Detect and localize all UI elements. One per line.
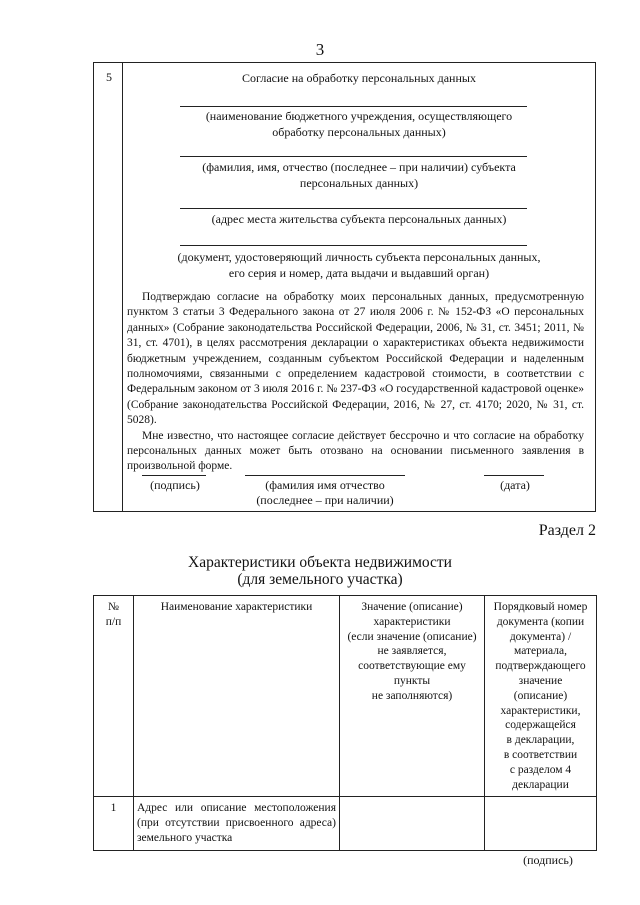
characteristics-table bbox=[93, 595, 597, 851]
header-document-line-1: Порядковый номер bbox=[493, 601, 588, 613]
section-title-line-2: (для земельного участка) bbox=[237, 571, 403, 588]
header-value-line-2: характеристики bbox=[373, 615, 451, 628]
page-number: 3 bbox=[315, 40, 325, 59]
date-caption: (дата) bbox=[500, 478, 530, 492]
header-document-line-7: (описание) bbox=[513, 689, 568, 702]
header-value-line-3: (если значение (описание) bbox=[347, 630, 477, 643]
name-caption bbox=[124, 159, 594, 191]
document-caption-line-1: (документ, удостоверяющий личность субъекта персональных данных, bbox=[177, 250, 541, 264]
consent-paragraph-2: Мне известно, что настоящее согласие действует бессрочно и что согласие на обработку персональных данных может быть отозвано на основании письменного заявления в произвольной форме. bbox=[127, 429, 584, 473]
header-value-line-5: соответствующие ему пункты bbox=[358, 660, 466, 687]
address-caption: (адрес места жительства субъекта персональных данных) bbox=[211, 212, 507, 226]
consent-row-number: 5 bbox=[106, 70, 112, 84]
row-document[interactable] bbox=[485, 797, 597, 850]
name-caption-line-2: персональных данных) bbox=[299, 176, 419, 190]
consent-body bbox=[127, 290, 584, 475]
header-document-line-4: материала, bbox=[514, 645, 567, 658]
institution-fill-line bbox=[180, 106, 527, 107]
address-fill-line bbox=[180, 208, 527, 209]
header-document-line-5: подтверждающего bbox=[495, 660, 586, 673]
name-caption-line-1: (фамилия, имя, отчество (последнее – при наличии) субъекта bbox=[202, 160, 516, 174]
header-document-line-10: в декларации, bbox=[506, 734, 575, 747]
header-document-line-9: содержащейся bbox=[505, 719, 576, 732]
header-document bbox=[485, 596, 597, 797]
header-value bbox=[340, 596, 485, 797]
fullname-caption-line-1: (фамилия имя отчество bbox=[265, 478, 385, 492]
header-value-line-6: не заполняются) bbox=[371, 689, 453, 702]
signature-fill-line bbox=[142, 475, 206, 476]
header-name bbox=[134, 596, 340, 797]
header-document-line-8: характеристики, bbox=[500, 704, 581, 717]
document-caption-line-2: его серия и номер, дата выдачи и выдавший орган) bbox=[228, 266, 490, 280]
section-label: Раздел 2 bbox=[538, 522, 596, 539]
institution-caption bbox=[124, 108, 594, 140]
header-document-line-3: документа) / bbox=[509, 630, 572, 643]
header-number bbox=[94, 596, 134, 797]
header-document-line-2: документа (копии bbox=[496, 615, 585, 628]
section-title bbox=[0, 554, 640, 588]
document-fill-line bbox=[180, 245, 527, 246]
header-document-line-12: с разделом 4 bbox=[509, 763, 572, 776]
fullname-caption bbox=[230, 478, 420, 508]
header-document-line-13: декларации bbox=[512, 778, 569, 791]
date-fill-line bbox=[484, 475, 544, 476]
document-caption bbox=[124, 249, 594, 281]
fullname-caption-line-2: (последнее – при наличии) bbox=[256, 493, 394, 507]
header-value-line-4: не заявляется, bbox=[377, 645, 447, 658]
fullname-fill-line bbox=[245, 475, 405, 476]
consent-title: Согласие на обработку персональных данных bbox=[242, 71, 476, 85]
consent-box-divider bbox=[122, 62, 123, 512]
row-number: 1 bbox=[94, 797, 134, 850]
header-document-line-6: значение bbox=[518, 674, 563, 687]
header-value-line-1: Значение (описание) bbox=[361, 601, 463, 613]
table-row bbox=[94, 797, 597, 850]
row-name: Адрес или описание местоположения (при отсутствии присвоенного адреса) земельного участка bbox=[134, 797, 340, 850]
row-value[interactable] bbox=[340, 797, 485, 850]
header-number-line-2: п/п bbox=[105, 615, 122, 628]
header-document-line-11: в соответствии bbox=[503, 748, 578, 761]
consent-paragraph-1: Подтверждаю согласие на обработку моих персональных данных, предусмотренную пунктом 3 статьи 3 Федерального закона от 27 июля 2006 г. № 152-ФЗ «О персональных данных» (Собрание законодательства Российской Федерации, 2006, № 31, ст. 3451; 2011, № 31, ст. 4701), в целях рассмотрения декларации о характеристиках объекта недвижимости бюджетным учреждением, созданным субъектом Российской Федерации и наделенным полномочиями, связанными с определением кадастровой стоимости, в соответствии с Федеральным законом от 3 июля 2016 г. № 237-ФЗ «О государственной кадастровой оценке» (Собрание законодательства Российской Федерации, 2016, № 27, ст. 4170; 2020, № 31, ст. 5028). bbox=[127, 291, 584, 427]
institution-caption-line-1: (наименование бюджетного учреждения, осуществляющего bbox=[205, 109, 513, 123]
institution-caption-line-2: обработку персональных данных) bbox=[272, 125, 446, 139]
header-number-line-1: № bbox=[108, 601, 119, 613]
footer-signature-line bbox=[500, 850, 596, 851]
signature-caption: (подпись) bbox=[150, 478, 200, 492]
header-name-text: Наименование характеристики bbox=[160, 601, 313, 613]
footer-signature-caption: (подпись) bbox=[523, 853, 573, 867]
name-fill-line bbox=[180, 156, 527, 157]
section-title-line-1: Характеристики объекта недвижимости bbox=[188, 554, 452, 571]
table-header-row bbox=[94, 596, 597, 797]
